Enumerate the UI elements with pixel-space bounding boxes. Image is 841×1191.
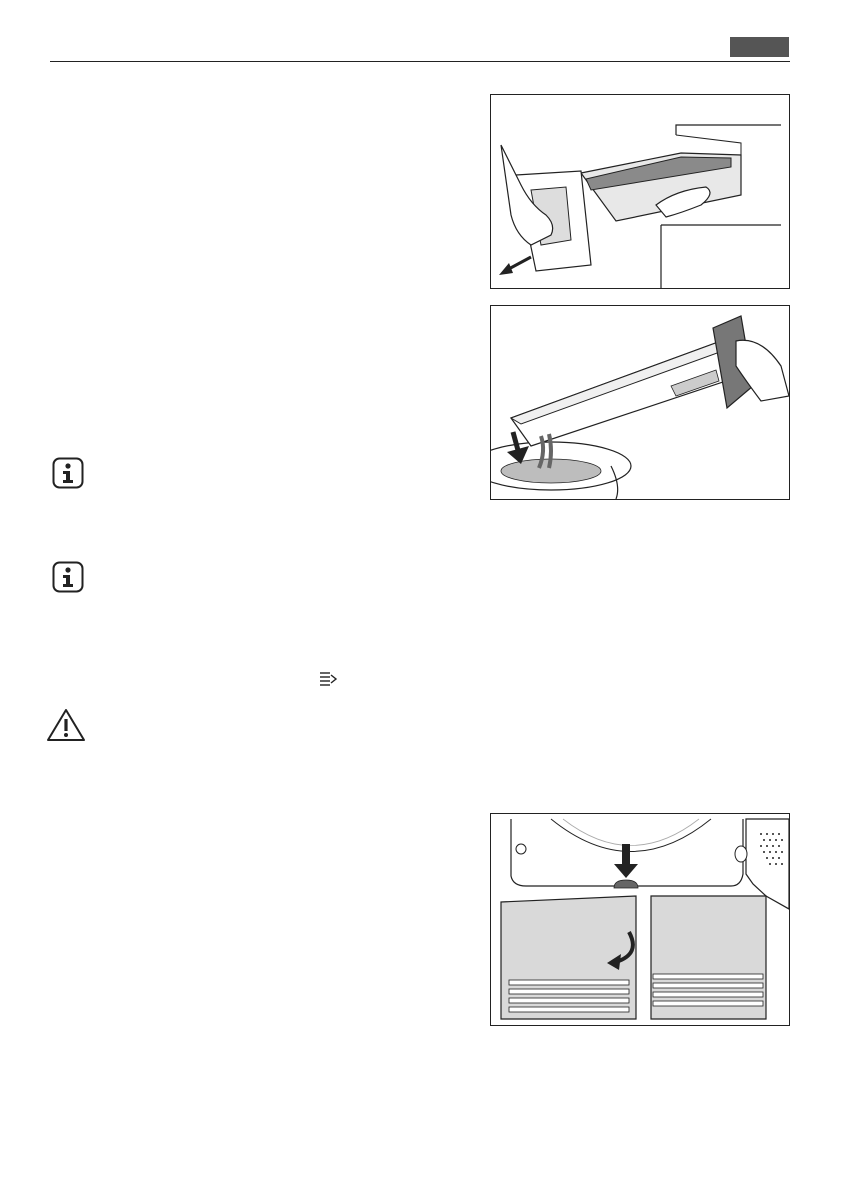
warning-icon (46, 708, 86, 742)
info-icon (52, 561, 84, 593)
program-symbol-icon (318, 671, 338, 687)
figure-remove-water-container (490, 94, 790, 289)
figure-open-heat-exchanger-cover (490, 813, 790, 1026)
language-tab (730, 37, 789, 57)
figure-empty-water-container (490, 305, 790, 500)
info-icon (52, 457, 84, 489)
header-rule (50, 61, 790, 62)
